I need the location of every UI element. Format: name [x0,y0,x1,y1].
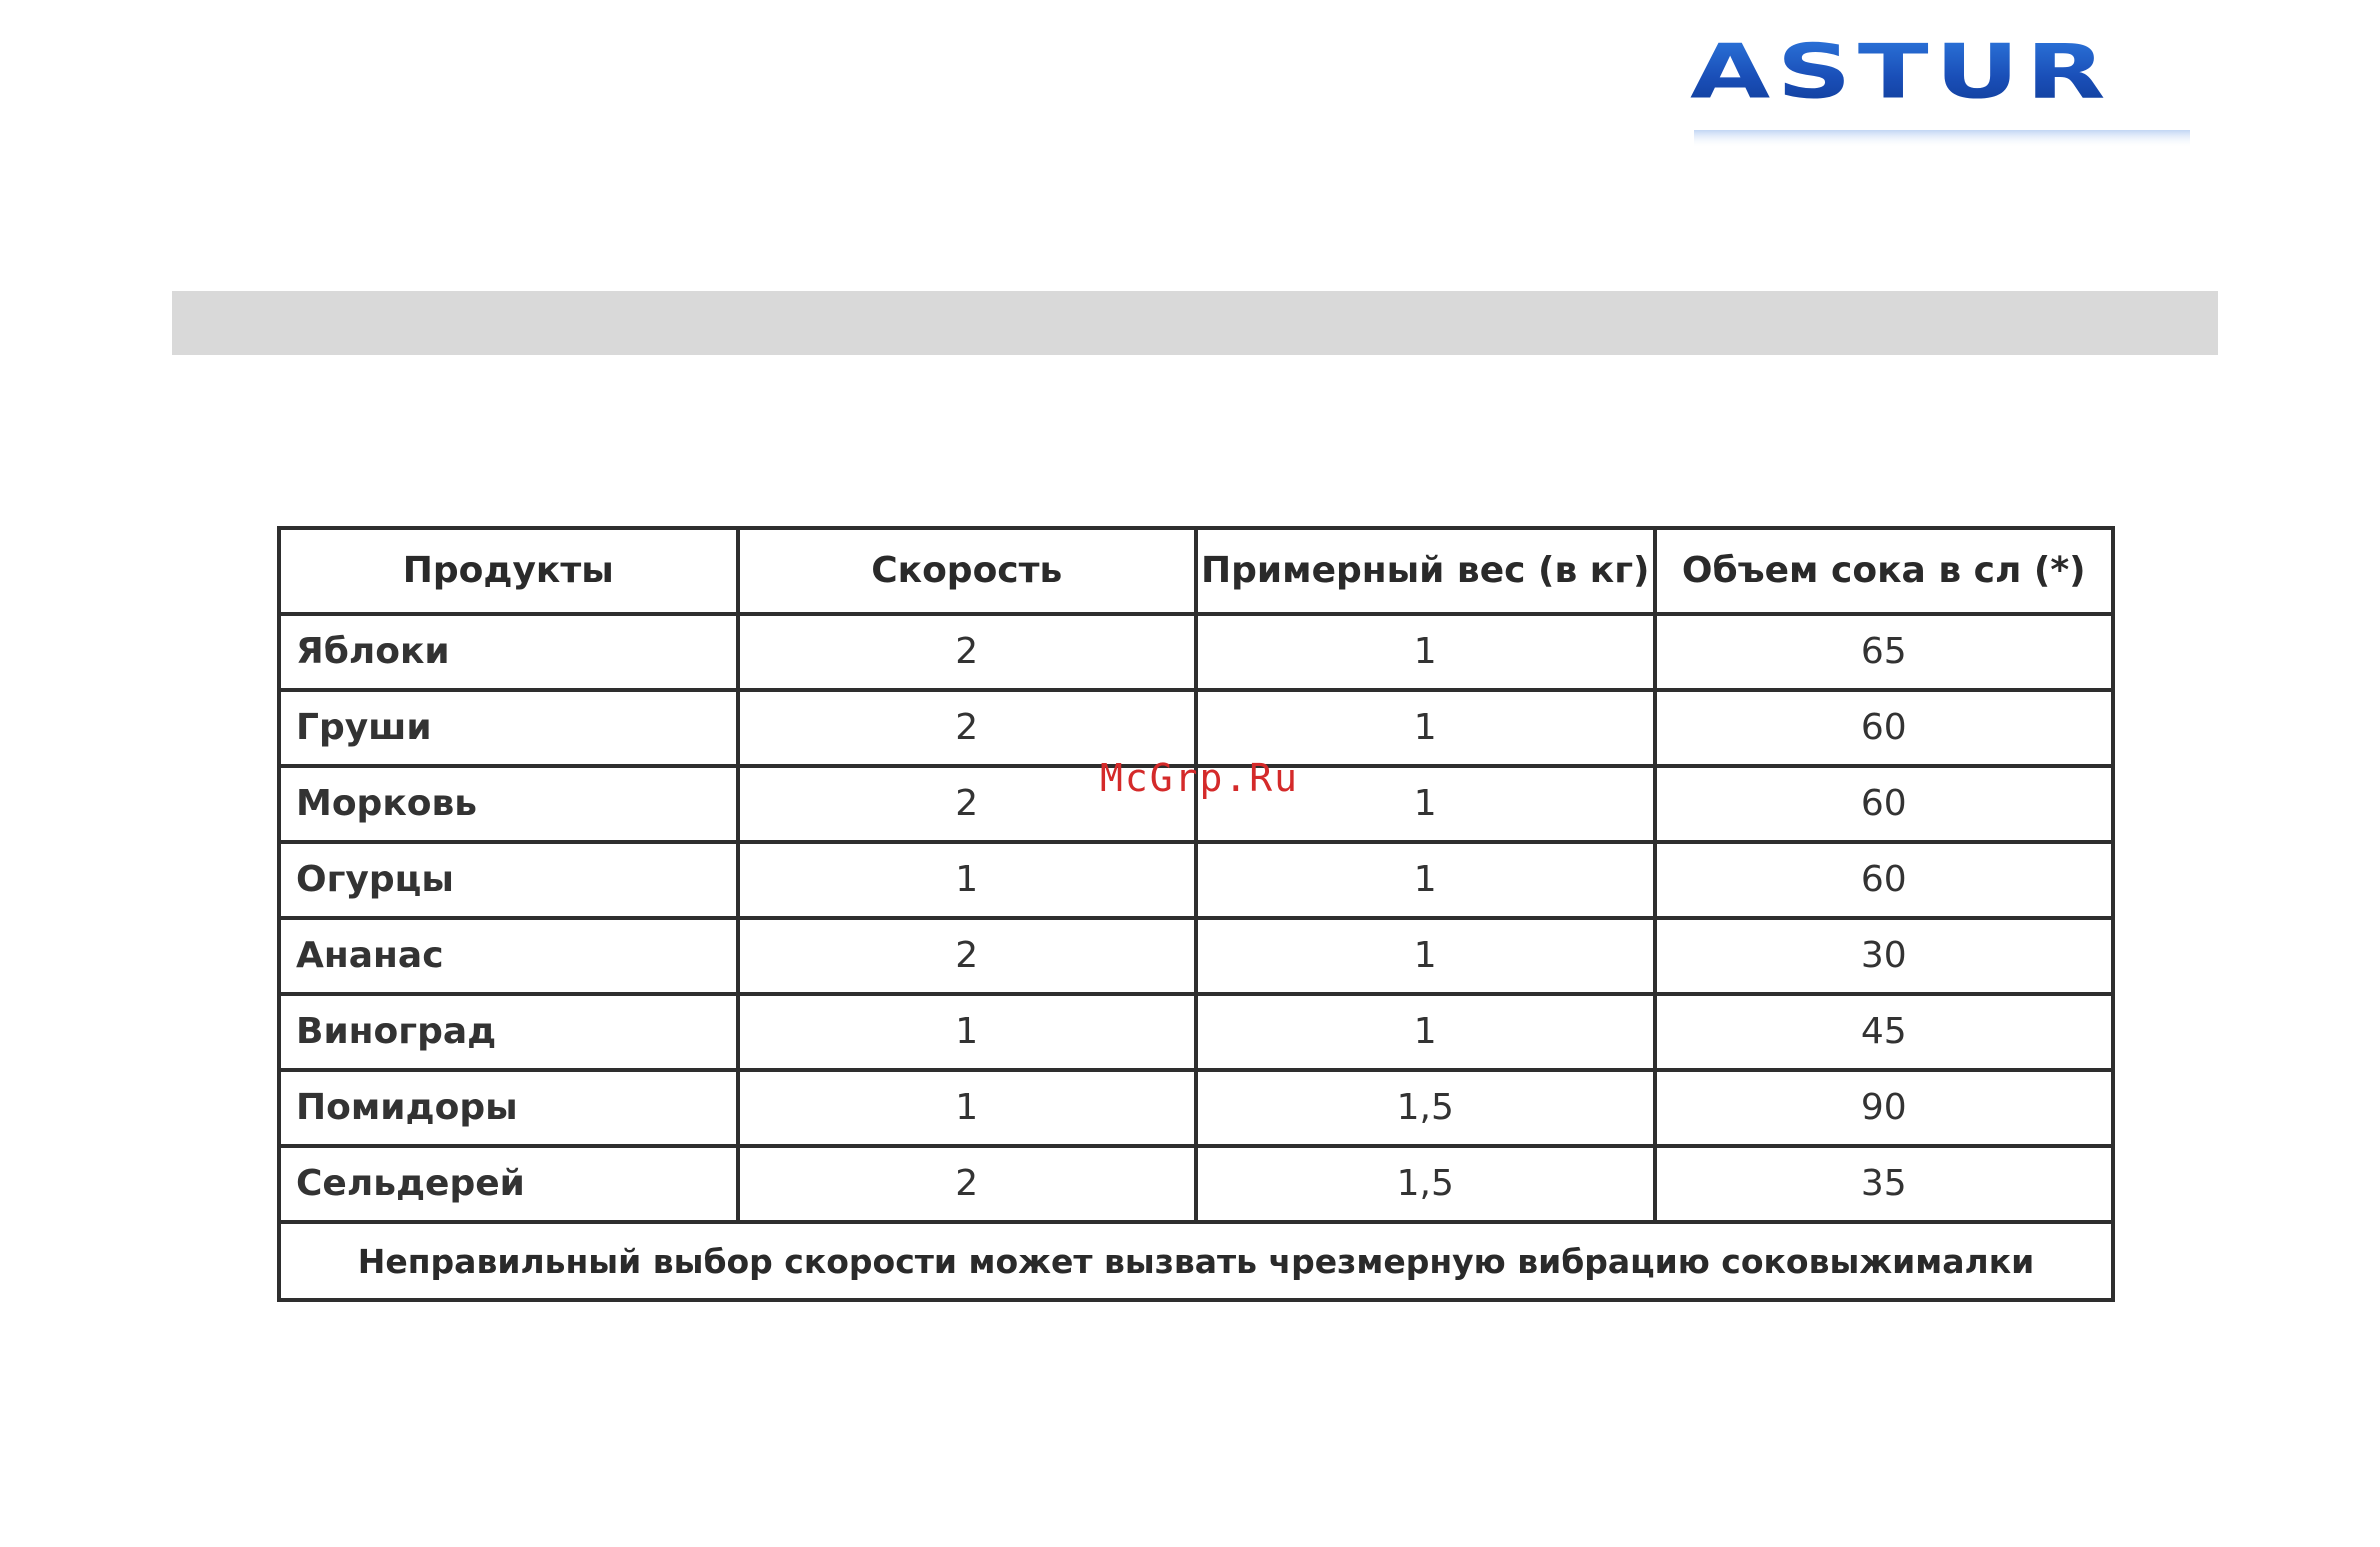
speed-cell: 1 [738,1070,1197,1146]
juice-table [277,526,2111,1302]
table-row [279,690,2113,766]
juice-cell: 35 [1655,1146,2114,1222]
product-cell: Виноград [279,994,738,1070]
speed-cell: 2 [738,1146,1197,1222]
weight-cell: 1 [1196,918,1655,994]
weight-cell: 1,5 [1196,1070,1655,1146]
juice-cell: 60 [1655,690,2114,766]
weight-cell: 1 [1196,994,1655,1070]
speed-cell: 2 [738,918,1197,994]
speed-cell: 1 [738,842,1197,918]
product-cell: Ананас [279,918,738,994]
weight-cell: 1 [1196,690,1655,766]
astur-logo [1690,18,2230,158]
juice-cell: 45 [1655,994,2114,1070]
juice-cell: 90 [1655,1070,2114,1146]
table-header-row [279,528,2113,614]
footnote-row [279,1222,2113,1300]
weight-cell: 1 [1196,842,1655,918]
product-cell: Помидоры [279,1070,738,1146]
speed-cell: 2 [738,690,1197,766]
speed-cell: 2 [738,766,1197,842]
juice-cell: 60 [1655,842,2114,918]
weight-cell: 1 [1196,766,1655,842]
product-cell: Морковь [279,766,738,842]
header-speed: Скорость [738,528,1197,614]
section-header-bar [172,291,2218,355]
product-cell: Яблоки [279,614,738,690]
table-row [279,614,2113,690]
table-row [279,1070,2113,1146]
header-products: Продукты [279,528,738,614]
product-cell: Огурцы [279,842,738,918]
watermark: McGrp.Ru [1100,756,1300,800]
speed-cell: 2 [738,614,1197,690]
header-weight: Примерный вес (в кг) [1196,528,1655,614]
logo-text: ASTUR [1690,28,2113,116]
header-juice-volume: Объем сока в сл (*) [1655,528,2114,614]
weight-cell: 1 [1196,614,1655,690]
speed-cell: 1 [738,994,1197,1070]
juice-cell: 60 [1655,766,2114,842]
table-row [279,1146,2113,1222]
footnote-cell: Неправильный выбор скорости может вызвать чрезмерную вибрацию соковыжималки [279,1222,2113,1300]
juice-cell: 30 [1655,918,2114,994]
product-cell: Сельдерей [279,1146,738,1222]
table-row [279,994,2113,1070]
table-row [279,918,2113,994]
weight-cell: 1,5 [1196,1146,1655,1222]
juice-cell: 65 [1655,614,2114,690]
table-row [279,842,2113,918]
product-cell: Груши [279,690,738,766]
